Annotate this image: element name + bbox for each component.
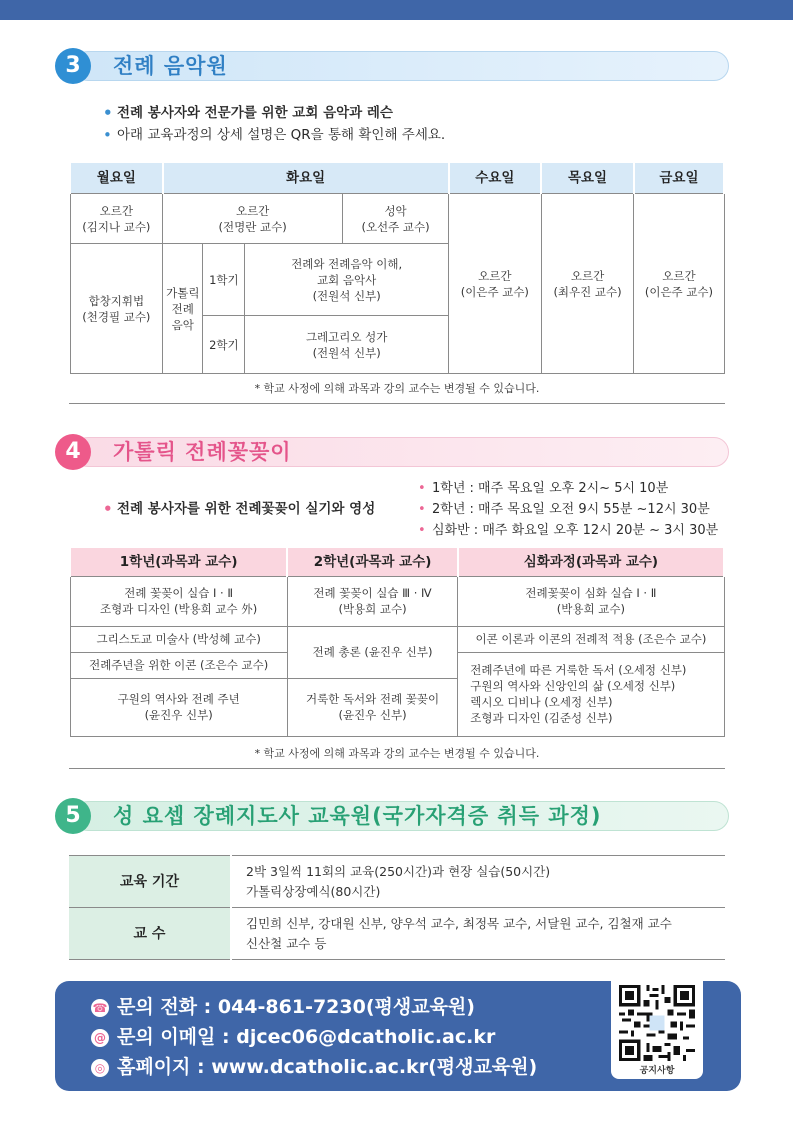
y2-course-3: 거룩한 독서와 전례 꽃꽂이 (윤진우 신부) <box>287 678 457 736</box>
phone-text: 문의 전화 : 044-861-7230(평생교육원) <box>117 996 475 1018</box>
header-advanced: 심화과정(과목과 교수) <box>458 548 724 576</box>
header-tuesday: 화요일 <box>163 163 449 194</box>
schedule-advanced: • 심화반 : 매주 화요일 오후 12시 20분 ~ 3시 30분 <box>418 520 718 541</box>
y2-course-2: 전례 총론 (윤진우 신부) <box>287 626 457 678</box>
header-friday: 금요일 <box>634 163 724 194</box>
adv-course-2: 이콘 이론과 이콘의 전례적 적용 (조은수 교수) <box>458 626 724 652</box>
section4-title: 가톨릭 전례꽃꽂이 <box>113 440 292 464</box>
semester2-cell: 2학기 <box>203 316 245 374</box>
schedule-year1: • 1학년 : 매주 목요일 오후 2시~ 5시 10분 <box>418 478 718 499</box>
homepage-text[interactable]: 홈페이지 : www.dcatholic.ac.kr(평생교육원) <box>117 1056 538 1078</box>
section4-schedule <box>418 478 718 541</box>
semester1-cell: 1학기 <box>203 244 245 316</box>
section4-header <box>55 434 729 470</box>
homepage-line[interactable] <box>91 1053 537 1081</box>
schedule-year2: • 2학년 : 매주 목요일 오전 9시 55분 ~12시 30분 <box>418 499 718 520</box>
section4-number: 4 <box>55 434 91 470</box>
y1-course-4: 구원의 역사와 전례 주년 (윤진우 신부) <box>70 678 287 736</box>
period-value: 2박 3일씩 11회의 교육(250시간)과 현장 실습(50시간) 가톨릭상장예식(80시간) <box>231 856 725 908</box>
semester2-course-cell: 그레고리오 성가 (전원석 신부) <box>245 316 449 374</box>
phone-icon: ☎ <box>92 1001 108 1015</box>
tue-vocal-cell: 성악 (오선주 교수) <box>343 194 449 244</box>
header-wednesday: 수요일 <box>449 163 542 194</box>
professors-label: 교 수 <box>69 908 231 960</box>
y1-course-2: 그리스도교 미술사 (박성혜 교수) <box>70 626 287 652</box>
header-year1: 1학년(과목과 교수) <box>70 548 287 576</box>
section5-number: 5 <box>55 798 91 834</box>
section3-bullets <box>103 102 445 146</box>
section5-title: 성 요셉 장례지도사 교육원(국가자격증 취득 과정) <box>113 804 602 828</box>
thu-organ-cell: 오르간 (최우진 교수) <box>541 194 634 374</box>
tue-organ-cell: 오르간 (전명란 교수) <box>163 194 343 244</box>
qr-label: 공지사항 <box>639 1066 675 1076</box>
section3-note: * 학교 사정에 의해 과목과 강의 교수는 변경될 수 있습니다. <box>69 374 725 404</box>
section4-note: * 학교 사정에 의해 과목과 강의 교수는 변경될 수 있습니다. <box>69 739 725 769</box>
section3-header <box>55 48 729 84</box>
professors-value: 김민희 신부, 강대원 신부, 양우석 교수, 최정목 교수, 서달원 교수, 김철재 교수 신산철 교수 등 <box>231 908 725 960</box>
qr-code-icon[interactable] <box>619 985 695 1061</box>
y1-course-1: 전례 꽃꽂이 실습 Ⅰ · Ⅱ 조형과 디자인 (박용희 교수 外) <box>70 576 287 626</box>
globe-icon: ◎ <box>91 1059 109 1077</box>
section3-title: 전례 음악원 <box>113 54 228 78</box>
section4-bullets <box>103 498 375 520</box>
phone-line <box>91 993 475 1021</box>
wed-organ-cell: 오르간 (이은주 교수) <box>449 194 542 374</box>
email-line[interactable] <box>91 1023 495 1051</box>
top-bar <box>0 0 793 20</box>
period-label: 교육 기간 <box>69 856 231 908</box>
adv-course-3: 전례주년에 따른 거룩한 독서 (오세정 신부) 구원의 역사와 신앙인의 삶 (오세정 신부) 렉시오 디비나 (오세정 신부) 조형과 디자인 (김준성 신부) <box>458 652 724 736</box>
section4-bullet: • 전례 봉사자를 위한 전례꽃꽂이 실기와 영성 <box>103 498 375 520</box>
fri-organ-cell: 오르간 (이은주 교수) <box>634 194 724 374</box>
contact-footer <box>55 981 741 1091</box>
at-icon: @ <box>91 1029 109 1047</box>
music-schedule-table <box>69 162 725 374</box>
section3-number: 3 <box>55 48 91 84</box>
mon-choral-cell: 합창지휘법 (천경필 교수) <box>70 244 163 374</box>
header-year2: 2학년(과목과 교수) <box>287 548 457 576</box>
mon-organ-cell: 오르간 (김지나 교수) <box>70 194 163 244</box>
y2-course-1: 전례 꽃꽂이 실습 Ⅲ · Ⅳ (박용희 교수) <box>287 576 457 626</box>
header-thursday: 목요일 <box>541 163 634 194</box>
section3-bullet-2: • 아래 교육과정의 상세 설명은 QR을 통해 확인해 주세요. <box>103 124 445 146</box>
qr-box[interactable] <box>611 981 703 1079</box>
email-text[interactable]: 문의 이메일 : djcec06@dcatholic.ac.kr <box>117 1026 496 1048</box>
semester1-course-cell: 전례와 전례음악 이해, 교회 음악사 (전원석 신부) <box>245 244 449 316</box>
header-monday: 월요일 <box>70 163 163 194</box>
funeral-course-table <box>69 855 725 960</box>
flower-course-table <box>69 548 725 737</box>
adv-course-1: 전례꽃꽂이 심화 실습 Ⅰ · Ⅱ (박용희 교수) <box>458 576 724 626</box>
section3-bullet-1: • 전례 봉사자와 전문가를 위한 교회 음악과 레슨 <box>103 102 445 124</box>
y1-course-3: 전례주년을 위한 이콘 (조은수 교수) <box>70 652 287 678</box>
tue-liturgy-group-cell: 가톨릭 전례 음악 <box>163 244 203 374</box>
section5-header <box>55 798 729 834</box>
